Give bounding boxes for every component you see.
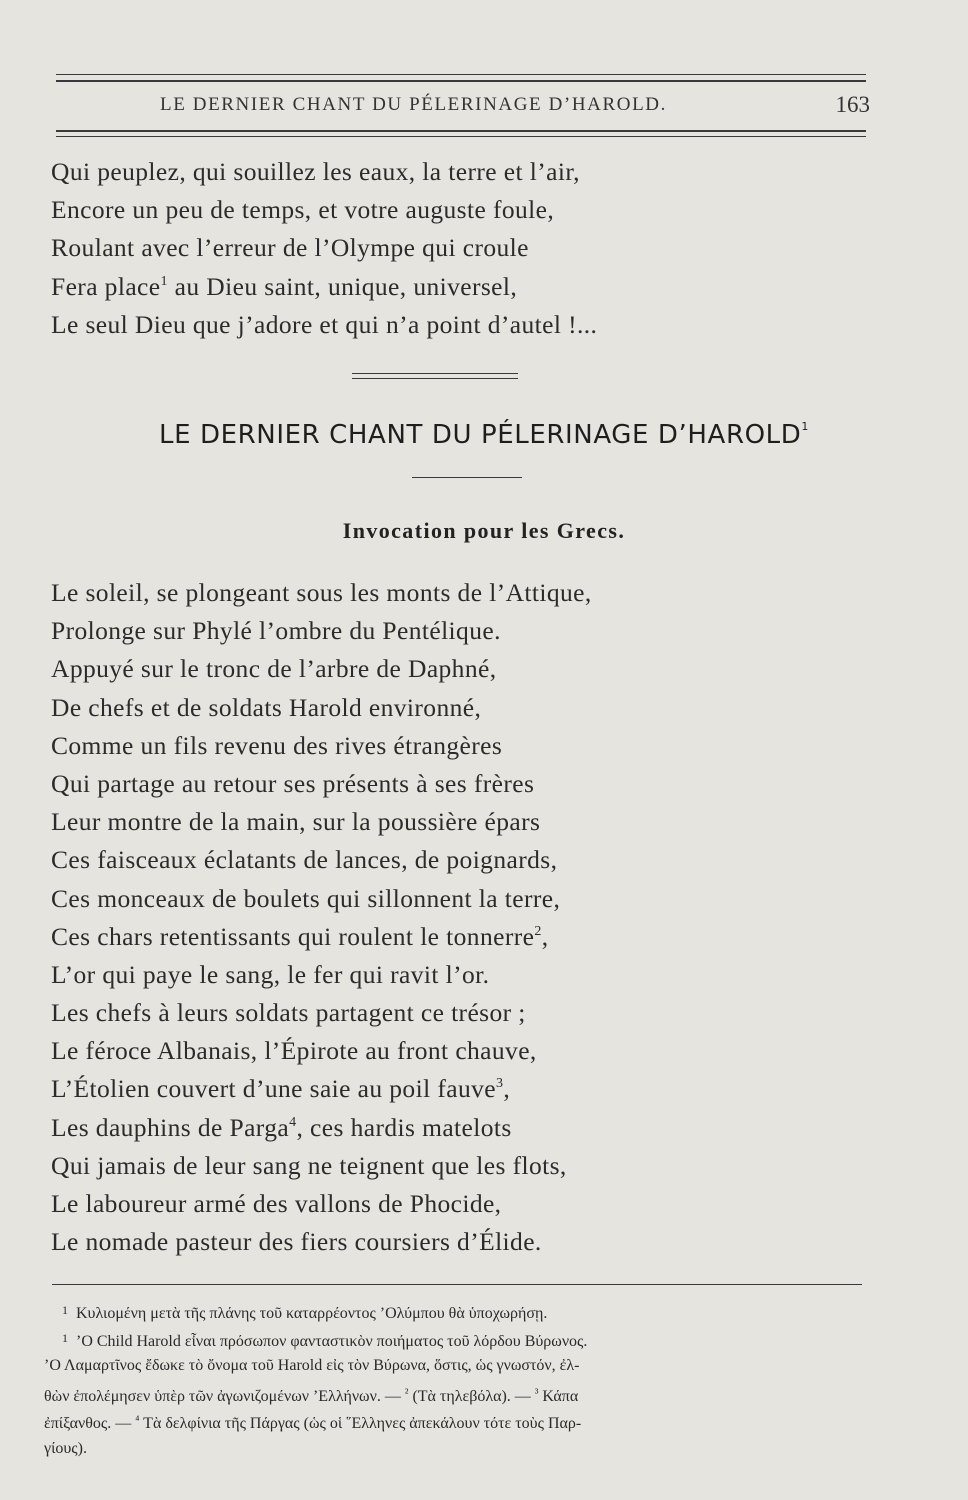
footnote-1: $^1$ Κυλιομένη μετὰ τῆς πλάνης τοῦ καταρρέοντος ’Ολύμπου θὰ ὑποχωρήσῃ.	[62, 1303, 548, 1322]
footnote-2-continued: ἐπίξανθος. — $^{^4}$ Τὰ δελφίνια τῆς Πάργας (ὡς οἱ ῞Ελληνες ἀπεκάλουν τότε τοὺς Παρ-	[44, 1413, 582, 1433]
footnote-ref: 2	[534, 923, 542, 939]
verse-line: L’Étolien couvert d’une saie au poil fauve$^3$,	[51, 1074, 511, 1104]
footnote-2-continued: θὼν ἐπολέμησεν ὑπὲρ τῶν ἀγωνιζομένων ’Ελλήνων. — $^{^2}$ (Τὰ τηλεβόλα). — $^{^3}$ Κάπα	[44, 1385, 579, 1405]
footnote-2-continued: ’Ο Λαμαρτῖνος ἔδωκε τὸ ὄνομα τοῦ Harold εἰς τὸν Βύρωνα, ὅστις, ὡς γνωστόν, ἐλ-	[44, 1357, 580, 1375]
verse-line: Encore un peu de temps, et votre auguste foule,	[51, 195, 555, 225]
title-divider	[412, 477, 522, 478]
verse-line: Qui peuplez, qui souillez les eaux, la terre et l’air,	[51, 157, 580, 186]
verse-line: Qui jamais de leur sang ne teignent que les flots,	[51, 1150, 567, 1180]
stanza-one	[51, 153, 597, 344]
page-number: 163	[835, 92, 870, 117]
verse-line: Le soleil, se plongeant sous les monts de l’Attique,	[51, 578, 592, 607]
stanza-two	[51, 574, 592, 1261]
footnote-separator	[52, 1284, 862, 1285]
verse-line: Appuyé sur le tronc de l’arbre de Daphné,	[51, 654, 497, 684]
verse-line: L’or qui paye le sang, le fer qui ravit l’or.	[51, 959, 490, 989]
footnote-ref: 1	[160, 273, 168, 289]
verse-line: Les chefs à leurs soldats partagent ce trésor ;	[51, 998, 526, 1028]
verse-line: Roulant avec l’erreur de l’Olympe qui croule	[51, 233, 529, 263]
header-top-rule-2	[56, 80, 866, 82]
verse-line: Les dauphins de Parga$^4$, ces hardis matelots	[51, 1112, 512, 1142]
running-title: LE DERNIER CHANT DU PÉLERINAGE D’HAROLD.	[160, 94, 667, 115]
section-divider-1	[352, 373, 518, 374]
verse-line: Ces faisceaux éclatants de lances, de poignards,	[51, 845, 558, 875]
verse-line: Ces monceaux de boulets qui sillonnent la terre,	[51, 883, 561, 913]
verse-line: Comme un fils revenu des rives étrangères	[51, 730, 503, 760]
verse-line: Le laboureur armé des vallons de Phocide,	[51, 1189, 502, 1218]
chapter-title: LE DERNIER CHANT DU PÉLERINAGE D’HAROLD$^1$	[158, 420, 809, 450]
verse-line: Prolonge sur Phylé l’ombre du Pentélique.	[51, 616, 501, 646]
section-divider-2	[352, 378, 518, 379]
verse-line: Le féroce Albanais, l’Épirote au front chauve,	[51, 1036, 537, 1066]
header-bottom-rule-1	[56, 130, 866, 132]
footnote-ref: 1	[801, 420, 809, 433]
verse-line: Ces chars retentissants qui roulent le tonnerre$^2$,	[51, 921, 549, 951]
verse-line: Le nomade pasteur des fiers coursiers d’Élide.	[51, 1227, 542, 1257]
footnotes	[44, 1297, 884, 1463]
subtitle: Invocation pour les Grecs.	[342, 518, 626, 543]
verse-line: De chefs et de soldats Harold environné,	[51, 692, 482, 722]
verse-line: Fera place$^1$ au Dieu saint, unique, universel,	[51, 271, 518, 301]
footnote-2: $^1$ ’Ο Child Harold εἶναι πρόσωπον φανταστικὸν ποιήματος τοῦ λόρδου Βύρωνος.	[62, 1330, 588, 1350]
footnote-2-continued: γίους).	[44, 1439, 87, 1457]
header-top-rule-1	[56, 74, 866, 75]
footnote-ref: 4	[289, 1114, 297, 1130]
header-bottom-rule-2	[56, 136, 866, 137]
running-head	[60, 92, 870, 122]
footnote-ref: 3	[495, 1076, 504, 1092]
verse-line: Le seul Dieu que j’adore et qui n’a point d’autel !...	[51, 309, 598, 339]
verse-line: Leur montre de la main, sur la poussière épars	[51, 807, 541, 837]
verse-line: Qui partage au retour ses présents à ses frères	[51, 768, 535, 798]
